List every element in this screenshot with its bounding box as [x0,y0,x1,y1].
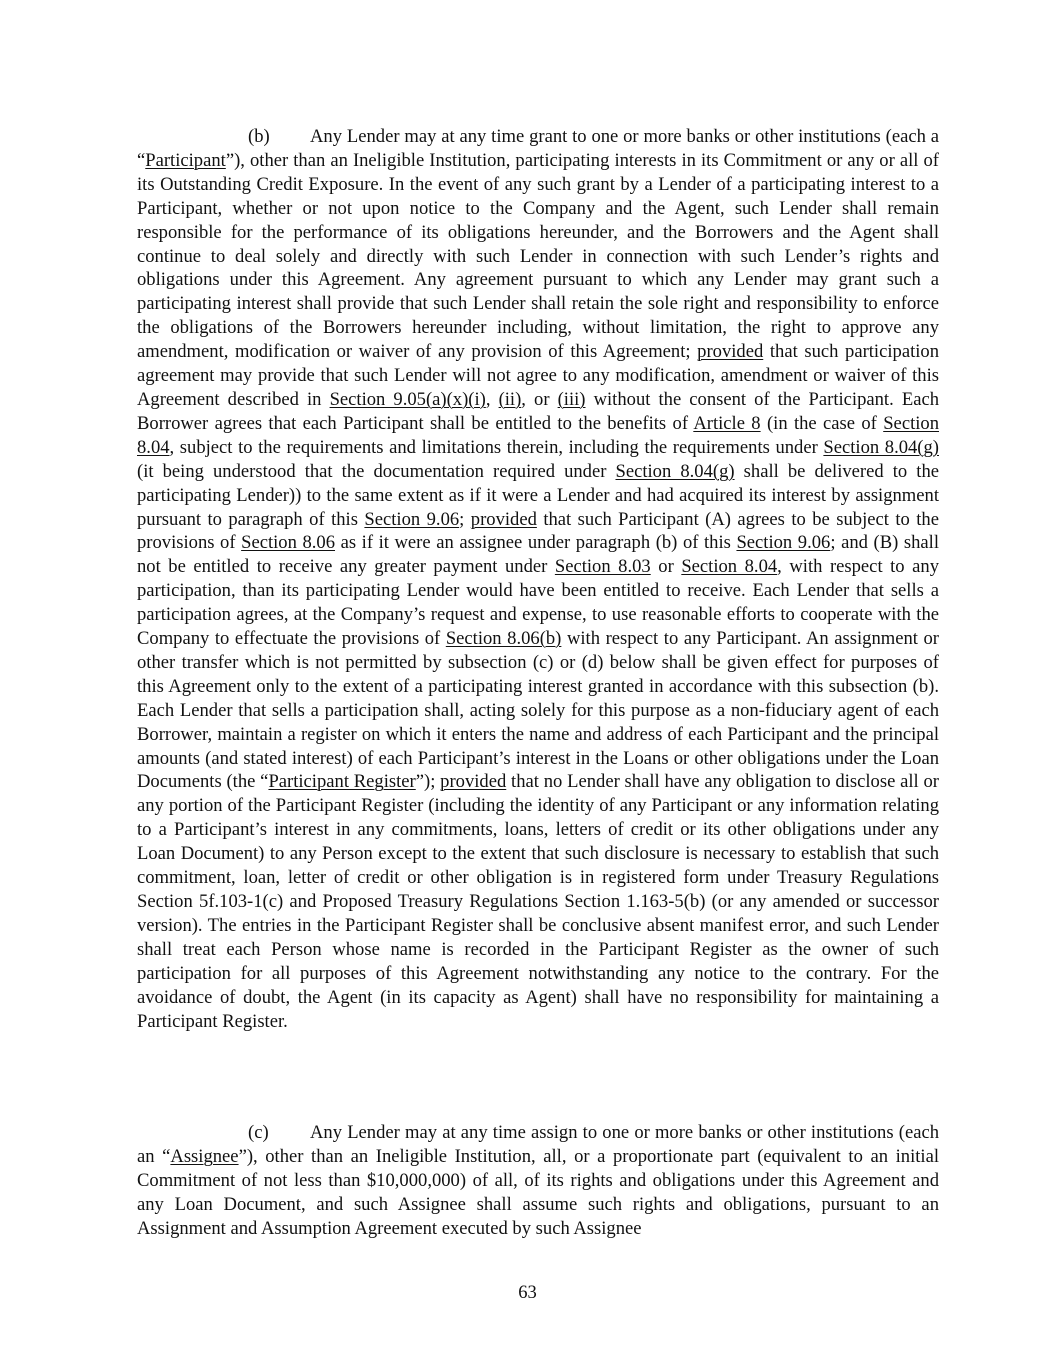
defined-term-reference: Section 8.06 [241,532,336,554]
defined-term-reference: Section 9.06 [364,508,460,530]
defined-term-reference: provided [440,771,507,793]
page-number: 63 [518,1282,537,1303]
defined-term-reference: Participant [145,149,226,171]
defined-term-reference: Participant Register [268,771,416,793]
defined-term-reference: provided [697,341,764,363]
defined-term-reference: provided [470,508,537,530]
defined-term-reference: Section 8.04 [681,556,778,578]
defined-term-reference: (ii) [498,388,522,410]
paragraph-c-body: Any Lender may at any time assign to one or more banks or other institutions (each an “Assignee”), other than an Ineligible Institution, all, or a proportionate part (equivalent to an initial Commitment of not less than $10,000,000) of all, of its rights and obligations under this Agreement and any Loan Document, and such Assignee shall assume such rights and obligations, pursuant to an Assignment and Assumption Agreement executed by such Assignee [137,1122,939,1239]
defined-term-reference: Section 8.04 [137,412,939,458]
paragraph-b [137,125,939,1033]
paragraph-c-label: (c) [248,1122,269,1143]
defined-term-reference: Section 8.03 [554,556,651,578]
paragraph-b-body: Any Lender may at any time grant to one or more banks or other institutions (each a “Participant”), other than an Ineligible Institution, participating interests in its Commitment or any or all of its Outstanding Credit Exposure. In the event of any such grant by a Lender of a participating interest to a Participant, whether or not upon notice to the Company and the Agent, such Lender shall remain responsible for the performance of its obligations hereunder, and the Borrowers and the Agent shall continue to deal solely and directly with such Lender in connection with such Lender’s rights and obligations under this Agreement. Any agreement pursuant to which any Lender may grant such a participating interest shall provide that such Lender shall retain the sole right and responsibility to enforce the obligations of the Borrowers hereunder including, without limitation, the right to approve any amendment, modification or waiver of any provision of this Agreement; provided that such participation agreement may provide that such Lender will not agree to any modification, amendment or waiver of this Agreement described in Section 9.05(a)(x)(i), (ii), or (iii) without the consent of the Participant. Each Borrower agrees that each Participant shall be entitled to the benefits of Article 8 (in the case of Section 8.04, subject to the requirements and limitations therein, including the requirements under Section 8.04(g) (it being understood that the documentation required under Section 8.04(g) shall be delivered to the participating Lender)) to the same extent as if it were a Lender and had acquired its interest by assignment pursuant to paragraph of this Section 9.06; provided that such Participant (A) agrees to be subject to the provisions of Section 8.06 as if it were an assignee under paragraph (b) of this Section 9.06; and (B) shall not be entitled to receive any greater payment under Section 8.03 or Section 8.04, with respect to any participation, than its participating Lender would have been entitled to receive. Each Lender that sells a participation agrees, at the Company’s request and expense, to use reasonable efforts to cooperate with the Company to effectuate the provisions of Section 8.06(b) with respect to any Participant. An assignment or other transfer which is not permitted by subsection (c) or (d) below shall be given effect for purposes of this Agreement only to the extent of a participating interest granted in accordance with this subsection (b). Each Lender that sells a participation shall, acting solely for this purpose as a non-fiduciary agent of each Borrower, maintain a register on which it enters the name and address of each Participant and the principal amounts (and stated interest) of each Participant’s interest in the Loans or other obligations under the Loan Documents (the “Participant Register”); provided that no Lender shall have any obligation to disclose all or any portion of the Participant Register (including the identity of any Participant or any information relating to a Participant’s interest in any commitments, loans, letters of credit or its other obligations under any Loan Document) to any Person except to the extent that such disclosure is necessary to establish that such commitment, loan, letter of credit or other obligation is in registered form under Treasury Regulations Section 5f.103-1(c) and Proposed Treasury Regulations Section 1.163-5(b) (or any amended or successor version). The entries in the Participant Register shall be conclusive absent manifest error, and such Lender shall treat each Person whose name is recorded in the Participant Register as the owner of such participation for all purposes of this Agreement notwithstanding any notice to the contrary. For the avoidance of doubt, the Agent (in its capacity as Agent) shall have no responsibility for maintaining a Participant Register. [137,126,940,1032]
defined-term-reference: Section 9.05(a)(x)(i) [329,388,486,410]
defined-term-reference: (iii) [557,388,586,410]
paragraph-c [137,1121,939,1241]
defined-term-reference: Section 8.04(g) [615,460,735,482]
defined-term-reference: Article 8 [693,412,761,434]
defined-term-reference: Section 9.06 [736,532,831,554]
defined-term-reference: Section 8.06(b) [445,628,562,650]
defined-term-reference: Section 8.04(g) [823,436,939,458]
paragraph-b-label: (b) [248,126,270,147]
defined-term-reference: Assignee [170,1145,239,1167]
